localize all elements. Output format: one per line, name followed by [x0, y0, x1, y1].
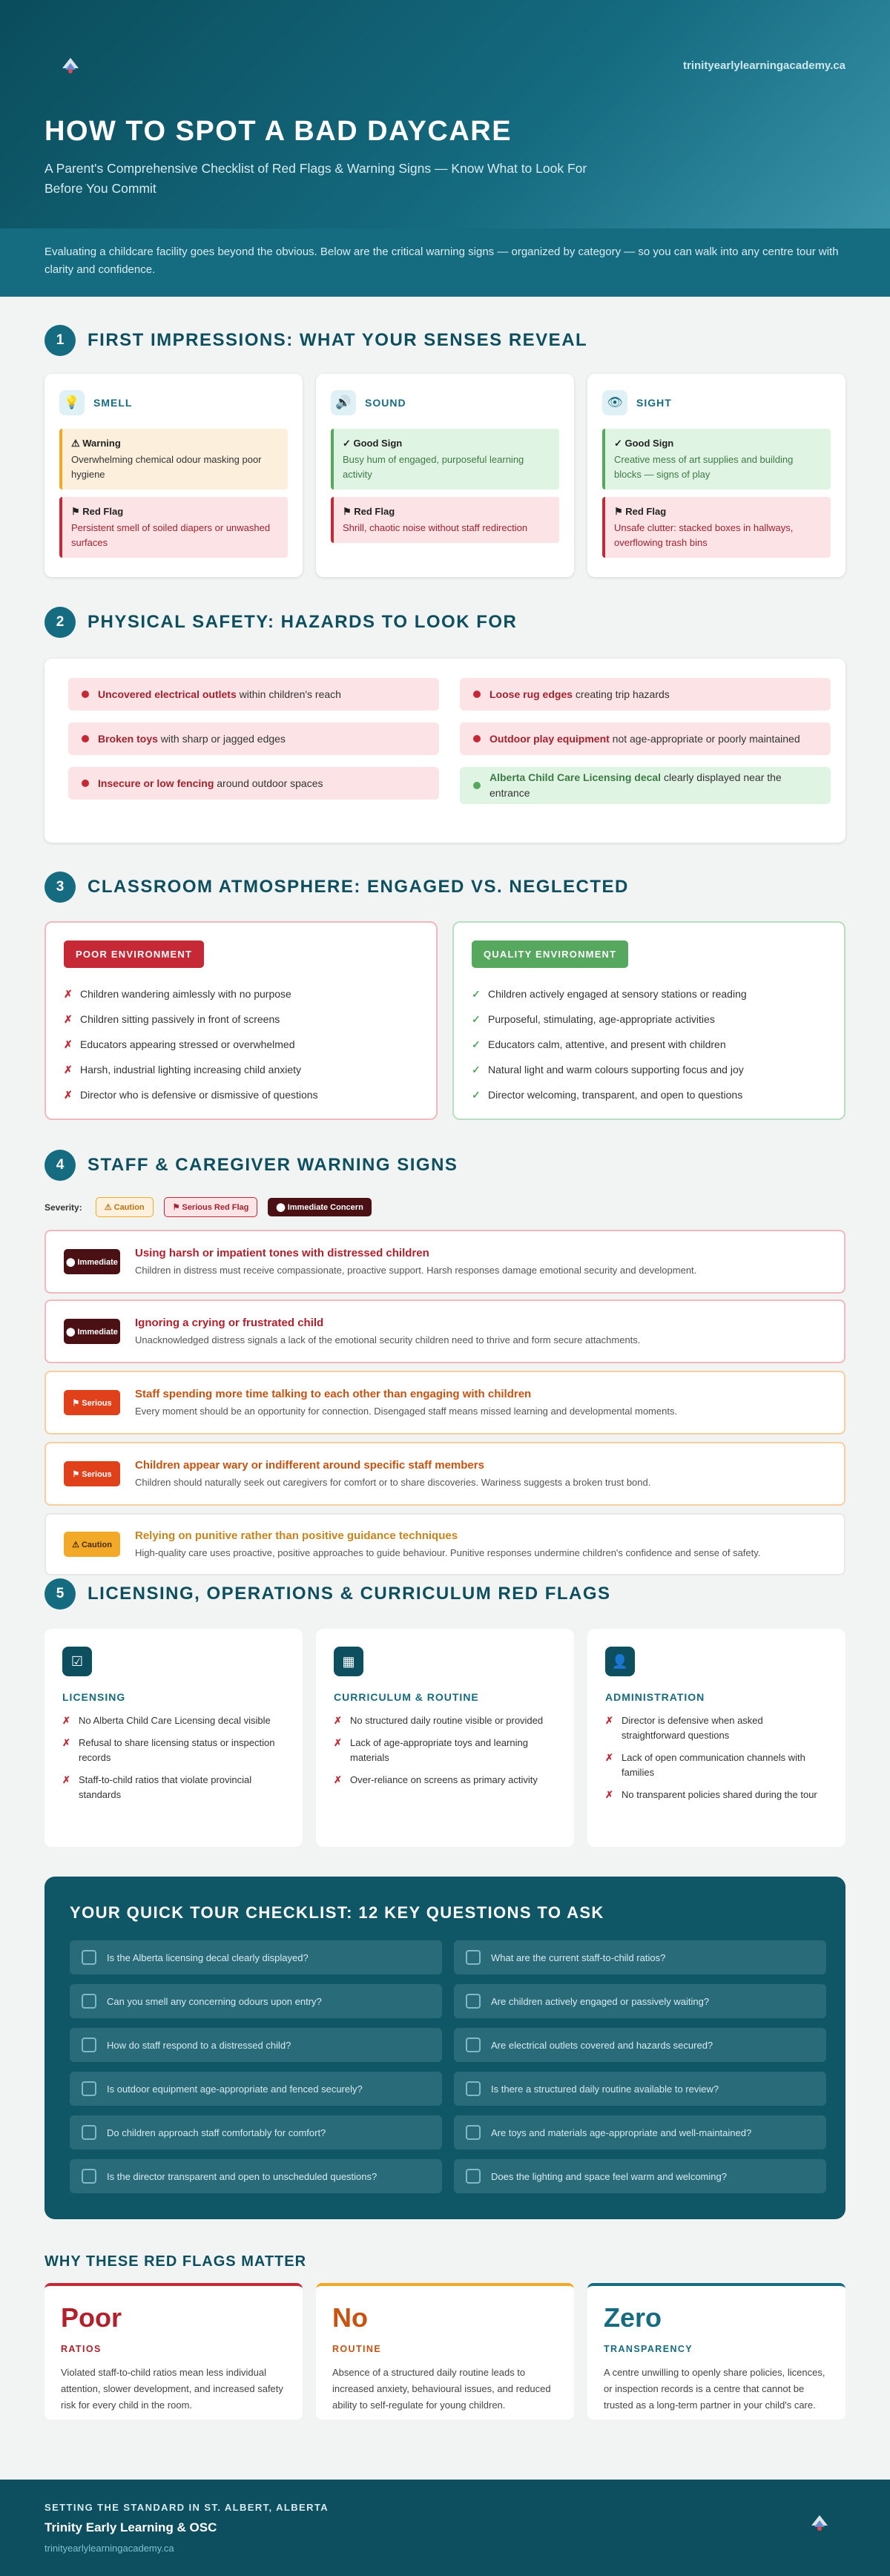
warning-text	[135, 1247, 696, 1277]
severity-badge: ⚠ Caution	[64, 1532, 120, 1557]
stat-value: Poor	[61, 2302, 122, 2333]
quality-environment-badge: QUALITY ENVIRONMENT	[472, 941, 628, 968]
sign-text: Persistent smell of soiled diapers or unwashed surfaces	[71, 522, 271, 548]
section-title: FIRST IMPRESSIONS: WHAT YOUR SENSES REVEAL	[88, 330, 588, 350]
cross-icon: ✗	[62, 1715, 70, 1726]
warning-row	[44, 1371, 846, 1434]
page-subtitle: A Parent's Comprehensive Checklist of Red Flags & Warning Signs — Know What to Look For Before You Commit	[44, 161, 587, 196]
hazard-rest: creating trip hazards	[573, 688, 670, 700]
list-text: Director who is defensive or dismissive of questions	[80, 1089, 318, 1101]
sign-good	[331, 429, 559, 490]
checklist-question: Do children approach staff comfortably for comfort?	[107, 2127, 326, 2138]
hazard-item	[460, 678, 831, 711]
ops-card-title: ADMINISTRATION	[605, 1691, 705, 1703]
cross-icon: ✗	[64, 1038, 73, 1050]
sign-red	[59, 497, 288, 558]
stat-label: TRANSPARENCY	[604, 2344, 693, 2354]
ops-text: No transparent policies shared during the tour	[622, 1789, 817, 1800]
eye-icon: 👁	[602, 390, 627, 415]
person-icon: 👤	[605, 1647, 635, 1676]
cross-icon: ✗	[64, 1063, 73, 1075]
warning-text	[135, 1317, 640, 1347]
stat-card	[44, 2283, 303, 2419]
hazard-bold: Uncovered electrical outlets	[98, 688, 237, 700]
checklist-item[interactable]	[454, 2072, 826, 2106]
poor-list-item	[64, 981, 418, 1007]
checkbox[interactable]	[82, 2169, 96, 2184]
sign-label: ⚠ Warning	[71, 438, 121, 449]
cross-icon: ✗	[64, 1088, 73, 1101]
checklist-item[interactable]	[70, 2115, 442, 2150]
severity-badge: ⚑ Serious	[64, 1390, 120, 1415]
checklist-question: Are children actively engaged or passively waiting?	[491, 1995, 710, 2007]
section-4-header	[44, 1150, 458, 1181]
warning-desc: Every moment should be an opportunity for connection. Disengaged staff means missed learning and developmental moments.	[135, 1405, 678, 1417]
hazard-text	[98, 776, 323, 791]
page-title: HOW TO SPOT A BAD DAYCARE	[44, 116, 512, 147]
warning-row	[44, 1442, 846, 1506]
sense-header	[59, 390, 288, 415]
check-icon: ✓	[472, 1063, 481, 1075]
sense-header	[602, 390, 831, 415]
checklist-question: Are electrical outlets covered and hazards secured?	[491, 2039, 713, 2051]
sense-title: SMELL	[93, 397, 133, 409]
sign-red	[331, 497, 559, 543]
stat-text: A centre unwilling to openly share policies, licences, or inspection records is a centre that cannot be trusted as a long-term partner in your child's care.	[604, 2367, 825, 2411]
hazard-text	[490, 687, 670, 702]
warning-title: Relying on punitive rather than positive guidance techniques	[135, 1529, 458, 1542]
poor-list-item	[64, 1057, 418, 1082]
list-text: Educators appearing stressed or overwhelmed	[80, 1038, 295, 1050]
quality-list-item	[472, 1057, 826, 1082]
checkbox[interactable]	[466, 1994, 481, 2009]
ops-list-item	[605, 1750, 828, 1780]
stat-text: Absence of a structured daily routine leads to increased anxiety, behavioural issues, and reduced ability to self-regulate for young children.	[332, 2367, 551, 2411]
warning-row	[44, 1230, 846, 1294]
ops-list-item	[62, 1713, 285, 1728]
footer-name: Trinity Early Learning & OSC	[44, 2520, 217, 2534]
hazard-rest: clearly displayed near the entrance	[490, 771, 782, 799]
ops-text: Director is defensive when asked straightforward questions	[622, 1715, 763, 1741]
footer-url-link[interactable]: trinityearlylearningacademy.ca	[44, 2543, 174, 2554]
checklist-item[interactable]	[454, 2028, 826, 2062]
list-text: Natural light and warm colours supporting focus and joy	[488, 1064, 744, 1075]
warning-title: Using harsh or impatient tones with distressed children	[135, 1246, 429, 1259]
sign-red	[602, 497, 831, 558]
check-icon: ✓	[472, 987, 481, 1000]
bullet-dot	[473, 782, 481, 789]
section-number: 4	[44, 1150, 76, 1181]
sign-text: Shrill, chaotic noise without staff redirection	[343, 522, 528, 533]
section-title: PHYSICAL SAFETY: HAZARDS TO LOOK FOR	[88, 612, 518, 632]
sign-text: Creative mess of art supplies and building blocks — signs of play	[614, 454, 794, 480]
hazard-item	[460, 767, 831, 804]
check-icon: ✓	[472, 1012, 481, 1025]
checklist-item[interactable]	[70, 1984, 442, 2018]
warning-title: Ignoring a crying or frustrated child	[135, 1316, 324, 1329]
section-number: 1	[44, 325, 76, 356]
hazard-bold: Outdoor play equipment	[490, 732, 610, 745]
bullet-dot	[473, 735, 481, 742]
stat-value: Zero	[604, 2302, 662, 2333]
ops-card-title: LICENSING	[62, 1691, 126, 1703]
cross-icon: ✗	[64, 987, 73, 1000]
checklist-item[interactable]	[70, 2028, 442, 2062]
clipboard-check-icon: ☑	[62, 1647, 92, 1676]
cross-icon: ✗	[605, 1789, 613, 1800]
hazard-text	[490, 731, 800, 747]
immediate-chip: ⬤ Immediate Concern	[268, 1198, 371, 1216]
sign-label: ⚑ Red Flag	[343, 506, 395, 517]
list-text: Children sitting passively in front of screens	[80, 1013, 280, 1025]
severity-label: Severity:	[44, 1202, 82, 1213]
stat-label: RATIOS	[61, 2344, 102, 2354]
bullet-dot	[82, 780, 89, 787]
list-text: Educators calm, attentive, and present with children	[488, 1038, 726, 1050]
section-5-header	[44, 1578, 611, 1610]
sign-warn	[59, 429, 288, 490]
hazard-text	[98, 731, 286, 747]
hazard-rest: within children's reach	[236, 688, 341, 700]
checkbox[interactable]	[466, 1950, 481, 1965]
quality-list-item	[472, 981, 826, 1007]
quality-list-item	[472, 1082, 826, 1107]
hazard-bold: Loose rug edges	[490, 688, 573, 700]
poor-environment-card	[44, 921, 438, 1120]
ops-card-title: CURRICULUM & ROUTINE	[334, 1691, 479, 1703]
cross-icon: ✗	[64, 1012, 73, 1025]
checkbox[interactable]	[82, 1950, 96, 1965]
checkbox[interactable]	[82, 2038, 96, 2052]
checklist-question: Is there a structured daily routine available to review?	[491, 2083, 719, 2095]
section-number: 2	[44, 607, 76, 638]
warning-text	[135, 1529, 760, 1560]
ops-list-item	[62, 1773, 285, 1802]
checklist-item[interactable]	[454, 1984, 826, 2018]
ops-list-item	[334, 1736, 556, 1765]
sense-card-smell	[44, 374, 303, 577]
ops-list-item	[62, 1736, 285, 1765]
ops-text: Lack of open communication channels with families	[622, 1752, 805, 1778]
cross-icon: ✗	[334, 1715, 342, 1726]
cross-icon: ✗	[334, 1737, 342, 1748]
warning-desc: Children should naturally seek out caregivers for comfort or to share discoveries. Wariness suggests a broken trust bond.	[135, 1476, 651, 1488]
cross-icon: ✗	[605, 1752, 613, 1763]
speaker-icon: 🔊	[331, 390, 356, 415]
checkbox[interactable]	[466, 2038, 481, 2052]
warning-row	[44, 1299, 846, 1363]
sense-header	[331, 390, 559, 415]
quality-list-item	[472, 1007, 826, 1032]
hazard-rest: not age-appropriate or poorly maintained	[609, 732, 800, 745]
cross-icon: ✗	[334, 1774, 342, 1785]
warning-desc: Unacknowledged distress signals a lack of the emotional security children need to thrive and form secure attachments.	[135, 1334, 641, 1345]
quality-environment-card	[452, 921, 846, 1120]
sense-title: SOUND	[365, 397, 406, 409]
serious-chip: ⚑ Serious Red Flag	[164, 1197, 258, 1217]
ops-card	[44, 1629, 303, 1847]
checklist-question: What are the current staff-to-child ratios?	[491, 1951, 666, 1963]
quality-list-item	[472, 1032, 826, 1057]
hazard-rest: with sharp or jagged edges	[157, 732, 286, 745]
checkbox[interactable]	[466, 2081, 481, 2096]
hazard-bold: Insecure or low fencing	[98, 777, 214, 789]
list-text: Director welcoming, transparent, and open to questions	[488, 1089, 743, 1101]
warning-title: Children appear wary or indifferent around specific staff members	[135, 1458, 484, 1472]
site-url-link[interactable]: trinityearlylearningacademy.ca	[683, 59, 846, 72]
list-text: Children actively engaged at sensory stations or reading	[488, 988, 747, 1000]
checklist-question: Are toys and materials age-appropriate and well-maintained?	[491, 2127, 752, 2138]
hazard-bold: Broken toys	[98, 732, 158, 745]
ops-list-item	[605, 1788, 828, 1802]
severity-badge: ⬤ Immediate	[64, 1249, 120, 1274]
lightbulb-icon: 💡	[59, 390, 85, 415]
severity-legend	[44, 1197, 382, 1217]
warning-desc: High-quality care uses proactive, positive approaches to guide behaviour. Punitive responses undermine children's confidence and sense of safety.	[135, 1546, 761, 1558]
ops-text: No structured daily routine visible or provided	[350, 1715, 544, 1726]
hazard-text	[490, 770, 819, 801]
footer	[0, 2480, 890, 2576]
sense-card-sight	[587, 374, 846, 577]
quick-tour-checklist	[44, 1877, 846, 2219]
severity-badge: ⬤ Immediate	[64, 1319, 120, 1344]
stat-text: Violated staff-to-child ratios mean less individual attention, slower development, and increased safety risk for every child in the room.	[61, 2367, 283, 2411]
footer-tagline: SETTING THE STANDARD IN ST. ALBERT, ALBERTA	[44, 2502, 329, 2513]
checkbox[interactable]	[82, 2081, 96, 2096]
section-3-header	[44, 872, 629, 903]
check-icon: ✓	[472, 1088, 481, 1101]
intro-text: Evaluating a childcare facility goes beyond the obvious. Below are the critical warning signs — organized by category — so you can walk into any centre tour with clarity and confidence.	[0, 228, 890, 297]
sign-label: ✓ Good Sign	[343, 438, 403, 449]
ops-list-item	[334, 1713, 556, 1728]
section-1-header	[44, 325, 587, 356]
warning-text	[135, 1459, 650, 1489]
sign-good	[602, 429, 831, 490]
hazard-bold: Alberta Child Care Licensing decal	[490, 771, 662, 783]
checklist-question: Does the lighting and space feel warm and welcoming?	[491, 2170, 727, 2182]
bullet-dot	[473, 691, 481, 698]
stat-label: ROUTINE	[332, 2344, 382, 2354]
list-text: Purposeful, stimulating, age-appropriate activities	[488, 1013, 715, 1025]
bullet-dot	[82, 691, 89, 698]
checklist-item[interactable]	[454, 2115, 826, 2150]
hazard-item	[460, 722, 831, 755]
section-title: LICENSING, OPERATIONS & CURRICULUM RED FLAGS	[88, 1584, 611, 1604]
ops-text: Refusal to share licensing status or inspection records	[79, 1737, 275, 1763]
checklist-item[interactable]	[70, 1940, 442, 1974]
severity-badge: ⚑ Serious	[64, 1461, 120, 1486]
sense-card-sound	[316, 374, 574, 577]
hazards-card	[44, 659, 846, 843]
poor-list-item	[64, 1007, 418, 1032]
checkbox[interactable]	[466, 2169, 481, 2184]
warning-text	[135, 1388, 677, 1418]
section-title: STAFF & CAREGIVER WARNING SIGNS	[88, 1155, 458, 1175]
sign-text: Overwhelming chemical odour masking poor hygiene	[71, 454, 262, 480]
warning-desc: Children in distress must receive compassionate, proactive support. Harsh responses damage emotional security and development.	[135, 1264, 697, 1276]
hazard-item	[68, 678, 439, 711]
checklist-question: Is the Alberta licensing decal clearly displayed?	[107, 1951, 309, 1963]
calendar-icon: ▦	[334, 1647, 363, 1676]
checklist-question: Can you smell any concerning odours upon entry?	[107, 1995, 322, 2007]
stat-card	[316, 2283, 574, 2419]
poor-list-item	[64, 1032, 418, 1057]
checkbox[interactable]	[82, 2125, 96, 2140]
poor-environment-badge: POOR ENVIRONMENT	[64, 941, 204, 968]
cross-icon: ✗	[605, 1715, 613, 1726]
section-number: 3	[44, 872, 76, 903]
ops-list-item	[605, 1713, 828, 1743]
bullet-dot	[82, 735, 89, 742]
hero-banner	[0, 0, 890, 228]
poor-list-item	[64, 1082, 418, 1107]
checkbox[interactable]	[466, 2125, 481, 2140]
hazard-text	[98, 687, 341, 702]
section-number: 5	[44, 1578, 76, 1610]
warning-title: Staff spending more time talking to each other than engaging with children	[135, 1387, 532, 1400]
ops-card	[316, 1629, 574, 1847]
sign-label: ✓ Good Sign	[614, 438, 674, 449]
cross-icon: ✗	[62, 1774, 70, 1785]
hazard-rest: around outdoor spaces	[214, 777, 323, 789]
ops-text: Lack of age-appropriate toys and learning materials	[350, 1737, 528, 1763]
logo-icon	[58, 52, 83, 77]
footer-logo-icon	[807, 2509, 832, 2534]
stat-value: No	[332, 2302, 368, 2333]
hazard-item	[68, 722, 439, 755]
checklist-question: Is outdoor equipment age-appropriate and fenced securely?	[107, 2083, 363, 2095]
ops-card	[587, 1629, 846, 1847]
sign-label: ⚑ Red Flag	[614, 506, 667, 517]
checklist-item[interactable]	[70, 2072, 442, 2106]
main-content	[0, 297, 890, 2576]
hazard-item	[68, 767, 439, 800]
ops-list-item	[334, 1773, 556, 1788]
checkbox[interactable]	[82, 1994, 96, 2009]
ops-text: Staff-to-child ratios that violate provincial standards	[79, 1774, 252, 1800]
check-icon: ✓	[472, 1038, 481, 1050]
sense-title: SIGHT	[636, 397, 672, 409]
checklist-item[interactable]	[454, 1940, 826, 1974]
list-text: Children wandering aimlessly with no purpose	[80, 988, 291, 1000]
list-text: Harsh, industrial lighting increasing child anxiety	[80, 1064, 302, 1075]
checklist-title: YOUR QUICK TOUR CHECKLIST: 12 KEY QUESTIONS TO ASK	[70, 1903, 604, 1922]
section-title: CLASSROOM ATMOSPHERE: ENGAGED VS. NEGLECTED	[88, 877, 629, 897]
checklist-question: Is the director transparent and open to unscheduled questions?	[107, 2170, 378, 2182]
ops-text: No Alberta Child Care Licensing decal visible	[79, 1715, 271, 1726]
checklist-question: How do staff respond to a distressed child?	[107, 2039, 291, 2051]
caution-chip: ⚠ Caution	[96, 1197, 154, 1217]
section-2-header	[44, 607, 517, 638]
checklist-item[interactable]	[70, 2159, 442, 2193]
warning-row	[44, 1513, 846, 1575]
stat-card	[587, 2283, 846, 2419]
ops-text: Over-reliance on screens as primary activity	[350, 1774, 538, 1785]
cross-icon: ✗	[62, 1737, 70, 1748]
why-title: WHY THESE RED FLAGS MATTER	[44, 2253, 307, 2270]
sign-text: Busy hum of engaged, purposeful learning activity	[343, 454, 524, 480]
sign-text: Unsafe clutter: stacked boxes in hallways, overflowing trash bins	[614, 522, 794, 548]
sign-label: ⚑ Red Flag	[71, 506, 124, 517]
checklist-item[interactable]	[454, 2159, 826, 2193]
